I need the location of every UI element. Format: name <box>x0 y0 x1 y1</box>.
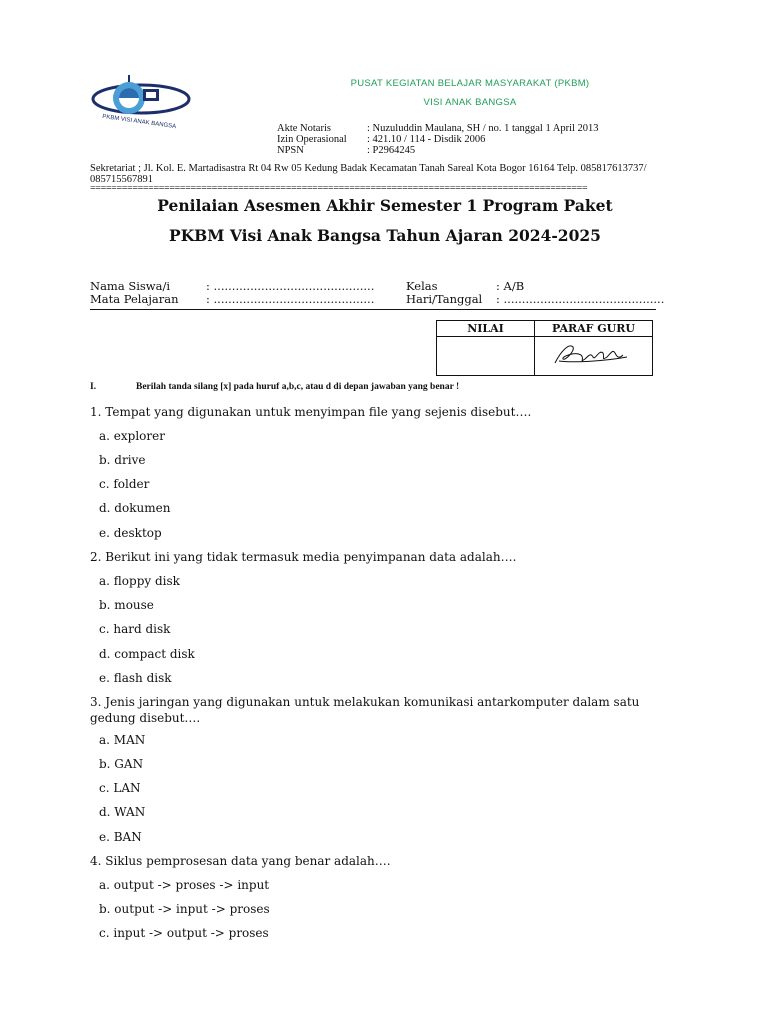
question-text: 2. Berikut ini yang tidak termasuk media penyimpanan data adalah…. <box>90 550 517 564</box>
identity-value: : ............................................ <box>496 292 665 306</box>
answer-option: e. BAN <box>99 830 142 844</box>
identity-row <box>406 293 664 306</box>
identity-label: Mata Pelajaran <box>90 292 179 306</box>
answer-option: a. explorer <box>99 429 165 443</box>
legal-value: : P2964245 <box>367 145 416 156</box>
answer-option: c. folder <box>99 477 150 491</box>
answer-option: a. output -> proses -> input <box>99 878 270 892</box>
legal-info <box>277 123 599 156</box>
answer-option: b. drive <box>99 453 146 467</box>
answer-option: b. output -> input -> proses <box>99 902 270 916</box>
identity-label: Kelas <box>406 279 438 293</box>
legal-label: NPSN <box>277 145 304 156</box>
answer-option: b. GAN <box>99 757 144 771</box>
signature-icon <box>535 337 652 371</box>
identity-row <box>90 293 374 306</box>
page-subtitle: PKBM Visi Anak Bangsa Tahun Ajaran 2024-2025 <box>169 226 601 245</box>
answer-option: a. MAN <box>99 733 146 747</box>
identity-label: Nama Siswa/i <box>90 279 171 293</box>
question-text: 1. Tempat yang digunakan untuk menyimpan file yang sejenis disebut…. <box>90 405 532 419</box>
answer-option: e. flash disk <box>99 671 172 685</box>
answer-option: c. input -> output -> proses <box>99 926 269 940</box>
score-table <box>436 320 653 376</box>
legal-row <box>277 134 599 145</box>
instruction-number: I. <box>90 382 97 392</box>
answer-option: d. compact disk <box>99 647 195 661</box>
question-text: 3. Jenis jaringan yang digunakan untuk melakukan komunikasi antarkomputer dalam satu gedung disebut…. <box>90 695 640 725</box>
question-text: 4. Siklus pemprosesan data yang benar adalah…. <box>90 854 391 868</box>
class-identity <box>406 280 664 306</box>
student-identity <box>90 280 374 306</box>
identity-label: Hari/Tanggal <box>406 292 483 306</box>
answer-option: e. desktop <box>99 526 162 540</box>
legal-value: : 421.10 / 114 - Disdik 2006 <box>367 134 486 145</box>
svg-text:PKBM VISI ANAK BANGSA: PKBM VISI ANAK BANGSA <box>101 113 177 129</box>
page-title: Penilaian Asesmen Akhir Semester 1 Program Paket <box>157 196 613 215</box>
instruction-text: Berilah tanda silang [x] pada huruf a,b,c, atau d di depan jawaban yang benar ! <box>136 382 460 392</box>
legal-row <box>277 145 599 156</box>
identity-value: : ............................................ <box>206 279 375 293</box>
legal-value: : Nuzuluddin Maulana, SH / no. 1 tanggal 1 April 2013 <box>367 123 599 134</box>
answer-option: c. LAN <box>99 781 141 795</box>
score-cell <box>437 337 535 376</box>
org-subtitle: VISI ANAK BANGSA <box>423 97 517 108</box>
secretariat-address: Sekretariat ; Jl. Kol. E. Martadisastra Rt 04 Rw 05 Kedung Badak Kecamatan Tanah Sareal Kota Bogor 16164 Telp. 085817613737/ 085715567891 <box>90 163 647 185</box>
answer-option: a. floppy disk <box>99 574 180 588</box>
legal-label: Akte Notaris <box>277 123 331 134</box>
identity-value: : A/B <box>496 279 525 293</box>
legal-row <box>277 123 599 134</box>
answer-option: c. hard disk <box>99 622 171 636</box>
answer-option: b. mouse <box>99 598 154 612</box>
answer-option: d. dokumen <box>99 501 171 515</box>
identity-divider <box>90 309 656 310</box>
signature-cell <box>535 337 653 376</box>
header-divider: ============================================================================================== <box>90 184 588 194</box>
answer-option: d. WAN <box>99 805 146 819</box>
score-header: NILAI <box>437 321 535 337</box>
pkbm-logo <box>89 73 191 129</box>
signature-header: PARAF GURU <box>535 321 653 337</box>
org-name: PUSAT KEGIATAN BELAJAR MASYARAKAT (PKBM) <box>350 78 590 89</box>
instruction <box>90 382 459 392</box>
identity-value: : ............................................ <box>206 292 375 306</box>
legal-label: Izin Operasional <box>277 134 347 145</box>
